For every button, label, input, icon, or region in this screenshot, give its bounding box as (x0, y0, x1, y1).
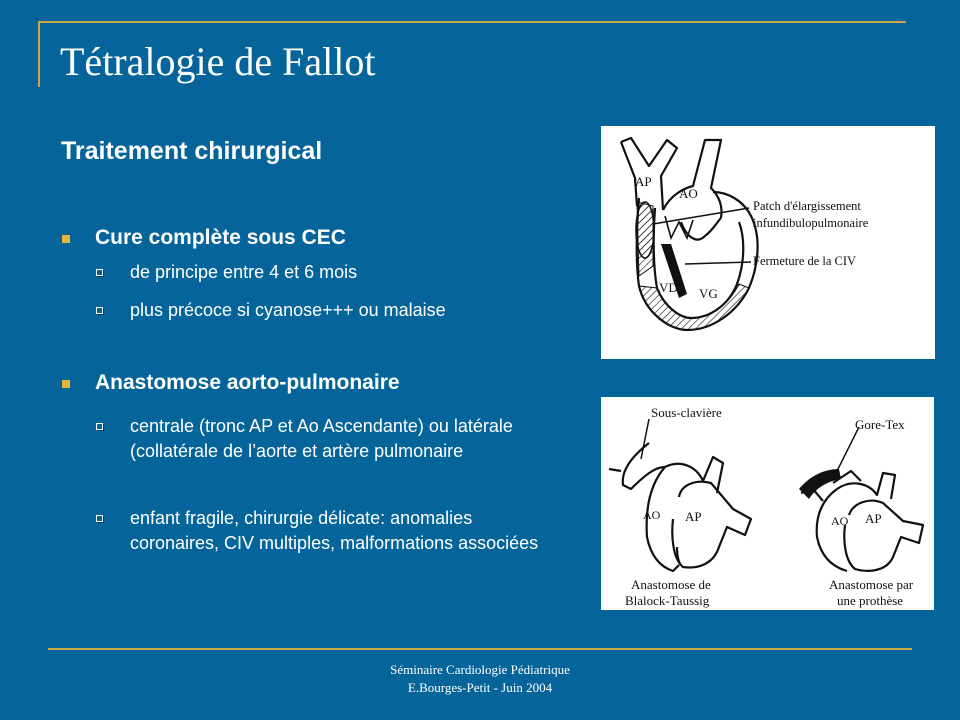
label-gore-tex: Gore-Tex (855, 417, 905, 432)
caption-left-2: Blalock-Taussig (625, 593, 710, 608)
label-sous-claviere: Sous-clavière (651, 405, 722, 420)
label-ap-right: AP (865, 511, 882, 526)
footer-line-1: Séminaire Cardiologie Pédiatrique (390, 662, 570, 677)
slide-subtitle: Traitement chirurgical (61, 137, 323, 165)
checkbox-bullet-icon (96, 423, 103, 430)
sub-bullet-age: de principe entre 4 et 6 mois (130, 262, 358, 282)
gore-tex-prosthesis (799, 469, 841, 499)
checkbox-bullet-icon (96, 515, 103, 522)
title-rule-left (38, 21, 40, 87)
checkbox-bullet-icon (96, 269, 103, 276)
label-vd: VD (659, 280, 678, 295)
label-patch: Patch d'élargissement (753, 199, 861, 213)
label-patch-2: infundibulopulmonaire (753, 216, 869, 230)
footer (0, 661, 960, 697)
figure-shunts (601, 397, 934, 610)
bullet-square-icon (62, 235, 70, 243)
label-civ: Fermeture de la CIV (753, 254, 857, 268)
label-ao-right: AO (831, 514, 849, 528)
sub-bullet-enfant: enfant fragile, chirurgie délicate: anomalies coronaires, CIV multiples, malformations associées (130, 508, 539, 553)
bullet-square-icon (62, 380, 70, 388)
caption-left-1: Anastomose de (631, 577, 711, 592)
slide-title: Tétralogie de Fallot (60, 39, 376, 84)
blalock-taussig-drawing (609, 443, 751, 571)
footer-line-2: E.Bourges-Petit - Juin 2004 (407, 680, 553, 695)
label-ao-left: AO (643, 508, 661, 522)
label-vg: VG (699, 286, 718, 301)
sub-bullet-centrale: centrale (tronc AP et Ao Ascendante) ou latérale (collatérale de l’aorte et artère pulmonaire (130, 416, 513, 461)
bullet-heading-anastomose: Anastomose aorto-pulmonaire (95, 371, 400, 394)
sub-bullet-precoce: plus précoce si cyanose+++ ou malaise (130, 300, 446, 320)
title-rule-top (38, 21, 906, 23)
label-ap: AP (635, 174, 652, 189)
footer-rule (48, 648, 912, 650)
checkbox-bullet-icon (96, 307, 103, 314)
label-ap-left: AP (685, 509, 702, 524)
caption-right-1: Anastomose par (829, 577, 914, 592)
label-ao: AO (679, 186, 698, 201)
caption-right-2: une prothèse (837, 593, 904, 608)
bullet-heading-cure: Cure complète sous CEC (95, 226, 346, 249)
figure-total-repair (601, 126, 935, 359)
